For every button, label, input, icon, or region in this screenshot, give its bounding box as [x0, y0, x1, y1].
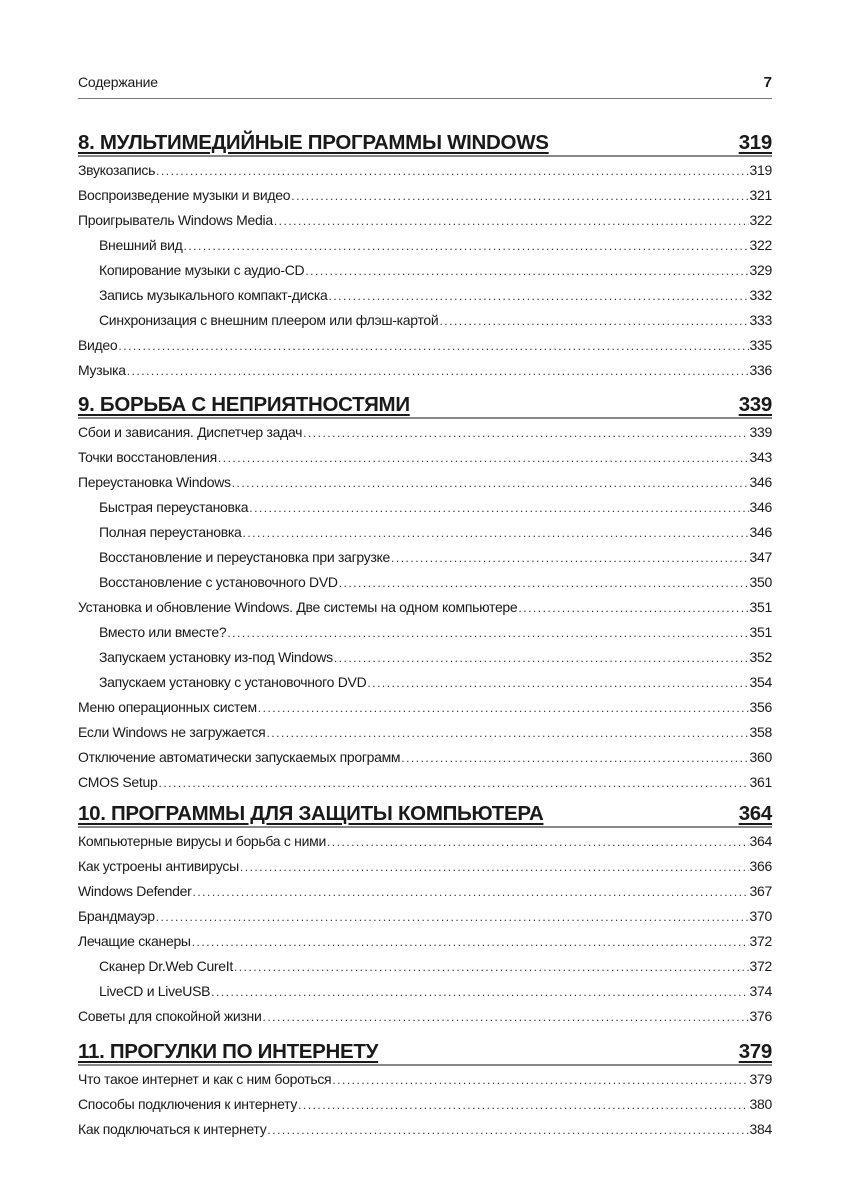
toc-entry[interactable]	[78, 357, 772, 382]
toc-entry[interactable]	[78, 903, 772, 928]
entry-label: Если Windows не загружается	[78, 723, 266, 740]
toc-entry[interactable]	[78, 494, 772, 519]
entry-label: Проигрыватель Windows Media	[78, 211, 273, 228]
toc-entry[interactable]	[78, 332, 772, 357]
dot-leader	[329, 289, 749, 303]
toc-entry[interactable]	[78, 878, 772, 903]
entry-page: 354	[749, 673, 772, 690]
chapter-page: 339	[738, 393, 772, 416]
dot-leader	[291, 189, 748, 203]
chapter-page: 379	[738, 1040, 772, 1063]
toc-entry[interactable]	[78, 419, 772, 444]
dot-leader	[227, 626, 748, 640]
entry-label: Запись музыкального компакт-диска	[99, 286, 328, 303]
entry-page: 336	[749, 361, 772, 378]
chapter-heading[interactable]	[78, 388, 772, 419]
entry-page: 372	[749, 932, 772, 949]
dot-leader	[156, 910, 749, 924]
toc-entry[interactable]	[78, 719, 772, 744]
entry-label: Воспроизведение музыки и видео	[78, 186, 291, 203]
entry-label: Брандмауэр	[78, 907, 155, 924]
entry-page: 367	[749, 882, 772, 899]
entry-label: Точки восстановления	[78, 448, 217, 465]
toc-entry[interactable]	[78, 1066, 772, 1091]
entry-label: Восстановление и переустановка при загрузке	[99, 548, 391, 565]
page-number: 7	[763, 74, 772, 91]
entry-page: 364	[749, 832, 772, 849]
toc-entry[interactable]	[78, 1003, 772, 1028]
dot-leader	[234, 960, 749, 974]
entry-label: Синхронизация с внешним плеером или флэш-картой	[99, 311, 439, 328]
entry-label: Звукозапись	[78, 161, 156, 178]
entry-page: 356	[749, 698, 772, 715]
entry-page: 372	[749, 957, 772, 974]
entry-label: Музыка	[78, 361, 126, 378]
dot-leader	[334, 651, 749, 665]
entry-label: Windows Defender	[78, 882, 192, 899]
dot-leader	[367, 676, 748, 690]
toc-entry[interactable]	[78, 444, 772, 469]
entry-label: LiveCD и LiveUSB	[99, 982, 211, 999]
entry-page: 380	[749, 1095, 772, 1112]
toc-entry[interactable]	[78, 619, 772, 644]
toc-entry[interactable]	[78, 544, 772, 569]
chapter-page: 319	[738, 131, 772, 154]
toc-entry[interactable]	[78, 644, 772, 669]
entry-page: 374	[749, 982, 772, 999]
dot-leader	[243, 526, 749, 540]
entry-page: 346	[749, 523, 772, 540]
dot-leader	[391, 551, 749, 565]
entry-label: Отключение автоматически запускаемых программ	[78, 748, 401, 765]
chapter-title: 8. МУЛЬТИМЕДИЙНЫЕ ПРОГРАММЫ WINDOWS	[78, 131, 549, 154]
entry-label: Как устроены антивирусы	[78, 857, 239, 874]
running-header-title: Содержание	[78, 74, 158, 90]
dot-leader	[332, 1073, 748, 1087]
entry-page: 358	[749, 723, 772, 740]
toc-entry[interactable]	[78, 1116, 772, 1141]
entry-page: 333	[749, 311, 772, 328]
entry-label: Восстановление с установочного DVD	[99, 573, 338, 590]
entry-page: 335	[749, 336, 772, 353]
entry-page: 347	[749, 548, 772, 565]
entry-page: 339	[749, 423, 772, 440]
entry-page: 343	[749, 448, 772, 465]
entry-label: Компьютерные вирусы и борьба с ними	[78, 832, 326, 849]
dot-leader	[263, 1010, 749, 1024]
entry-label: Сканер Dr.Web CureIt	[99, 957, 233, 974]
toc-entry[interactable]	[78, 282, 772, 307]
dot-leader	[439, 314, 748, 328]
entry-page: 322	[749, 236, 772, 253]
chapter-page: 364	[738, 802, 772, 825]
entry-label: Запускаем установку из-под Windows	[99, 648, 333, 665]
entry-page: 332	[749, 286, 772, 303]
entry-page: 329	[749, 261, 772, 278]
entry-page: 361	[749, 773, 772, 790]
dot-leader	[298, 1098, 748, 1112]
dot-leader	[118, 339, 748, 353]
entry-label: Быстрая переустановка	[99, 498, 249, 515]
toc-entry[interactable]	[78, 744, 772, 769]
toc-entry[interactable]	[78, 207, 772, 232]
chapter-title: 10. ПРОГРАММЫ ДЛЯ ЗАЩИТЫ КОМПЬЮТЕРА	[78, 802, 544, 825]
entry-page: 366	[749, 857, 772, 874]
entry-page: 351	[749, 623, 772, 640]
entry-page: 376	[749, 1007, 772, 1024]
chapter-section	[78, 126, 772, 382]
entry-page: 346	[749, 498, 772, 515]
dot-leader	[127, 364, 749, 378]
entry-label: Видео	[78, 336, 118, 353]
toc-entry[interactable]	[78, 594, 772, 619]
entry-page: 360	[749, 748, 772, 765]
entry-page: 370	[749, 907, 772, 924]
entry-label: Полная переустановка	[99, 523, 242, 540]
chapter-heading[interactable]	[78, 1035, 772, 1066]
entry-label: Копирование музыки с аудио-CD	[99, 261, 305, 278]
entry-label: Меню операционных систем	[78, 698, 257, 715]
toc-entry[interactable]	[78, 569, 772, 594]
toc-entry[interactable]	[78, 669, 772, 694]
chapter-section	[78, 1035, 772, 1141]
entry-page: 319	[749, 161, 772, 178]
entry-label: Установка и обновление Windows. Две системы на одном компьютере	[78, 598, 518, 615]
toc-entry[interactable]	[78, 694, 772, 719]
dot-leader	[218, 451, 749, 465]
dot-leader	[339, 576, 749, 590]
chapter-title: 11. ПРОГУЛКИ ПО ИНТЕРНЕТУ	[78, 1040, 379, 1063]
dot-leader	[211, 985, 748, 999]
dot-leader	[232, 476, 749, 490]
entry-label: Запускаем установку с установочного DVD	[99, 673, 367, 690]
chapter-section	[78, 388, 772, 794]
dot-leader	[156, 164, 748, 178]
entry-page: 321	[749, 186, 772, 203]
toc-entry[interactable]	[78, 257, 772, 282]
dot-leader	[240, 860, 749, 874]
toc-entry[interactable]	[78, 232, 772, 257]
entry-label: CMOS Setup	[78, 773, 158, 790]
dot-leader	[303, 426, 748, 440]
dot-leader	[518, 601, 748, 615]
entry-label: Сбои и зависания. Диспетчер задач	[78, 423, 303, 440]
dot-leader	[274, 214, 749, 228]
entry-label: Переустановка Windows	[78, 473, 231, 490]
toc-entry[interactable]	[78, 1091, 772, 1116]
chapter-heading[interactable]	[78, 797, 772, 828]
dot-leader	[249, 501, 748, 515]
toc-entry[interactable]	[78, 769, 772, 794]
entry-label: Внешний вид	[99, 236, 183, 253]
toc-entry[interactable]	[78, 469, 772, 494]
entry-page: 384	[749, 1120, 772, 1137]
dot-leader	[267, 1123, 748, 1137]
dot-leader	[266, 726, 748, 740]
chapter-section	[78, 797, 772, 1028]
entry-page: 379	[749, 1070, 772, 1087]
toc-entry[interactable]	[78, 953, 772, 978]
toc-entry[interactable]	[78, 519, 772, 544]
dot-leader	[327, 835, 749, 849]
entry-page: 346	[749, 473, 772, 490]
entry-page: 351	[749, 598, 772, 615]
entry-label: Советы для спокойной жизни	[78, 1007, 262, 1024]
dot-leader	[192, 885, 748, 899]
toc-entry[interactable]	[78, 157, 772, 182]
entry-page: 350	[749, 573, 772, 590]
dot-leader	[305, 264, 748, 278]
entry-label: Лечащие сканеры	[78, 932, 191, 949]
dot-leader	[192, 935, 749, 949]
dot-leader	[183, 239, 748, 253]
toc-entry[interactable]	[78, 307, 772, 332]
entry-label: Как подключаться к интернету	[78, 1120, 267, 1137]
toc-entry[interactable]	[78, 928, 772, 953]
chapter-heading[interactable]	[78, 126, 772, 157]
entry-page: 352	[749, 648, 772, 665]
toc-entry[interactable]	[78, 828, 772, 853]
toc-entry[interactable]	[78, 182, 772, 207]
chapter-title: 9. БОРЬБА С НЕПРИЯТНОСТЯМИ	[78, 393, 410, 416]
dot-leader	[158, 776, 748, 790]
entry-label: Что такое интернет и как с ним бороться	[78, 1070, 332, 1087]
toc-entry[interactable]	[78, 853, 772, 878]
entry-page: 322	[749, 211, 772, 228]
dot-leader	[401, 751, 748, 765]
running-header	[78, 74, 772, 99]
toc-entry[interactable]	[78, 978, 772, 1003]
entry-label: Способы подключения к интернету	[78, 1095, 298, 1112]
dot-leader	[258, 701, 749, 715]
entry-label: Вместо или вместе?	[99, 623, 227, 640]
